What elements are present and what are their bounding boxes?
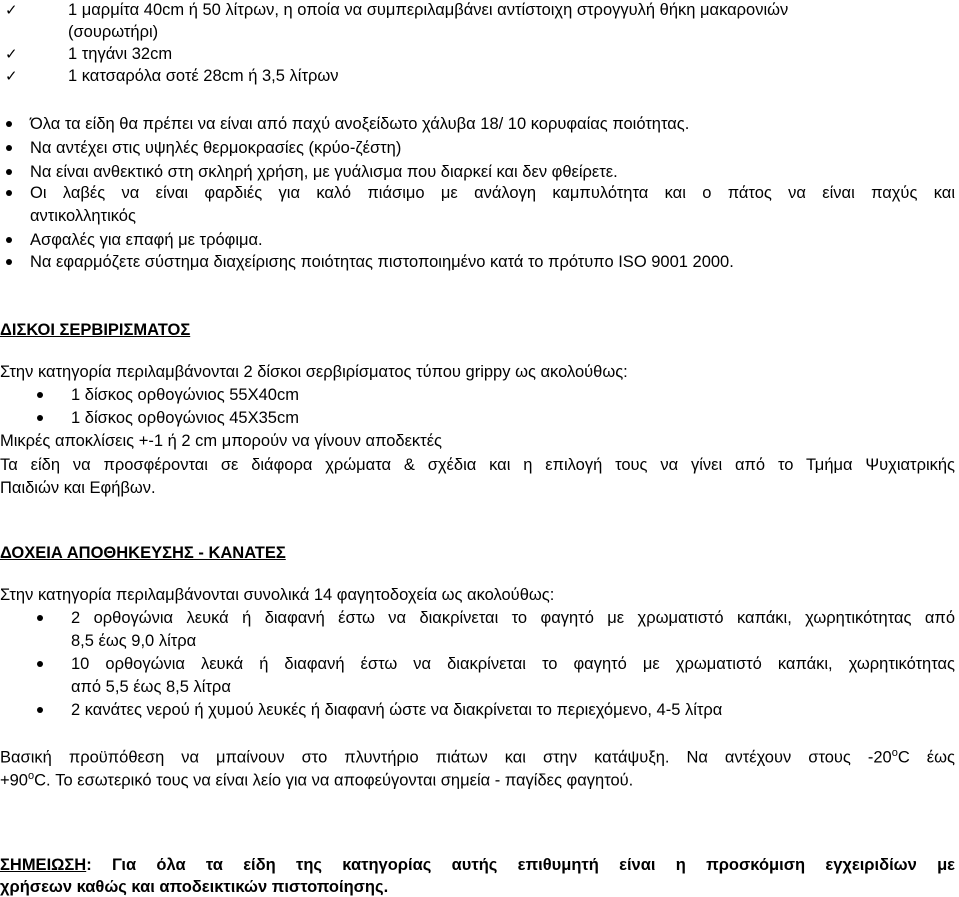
bullet-icon: [6, 145, 12, 151]
checkmark-icon: ✓: [5, 1, 18, 19]
checklist-text: (σουρωτήρι): [68, 23, 159, 41]
bullet-icon: [6, 259, 12, 265]
bullet-icon: [6, 169, 12, 175]
bullet-icon: [37, 392, 43, 398]
paragraph-line: Βασική προϋπόθεση να μπαίνουν στο πλυντήριο πιάτων και στην κατάψυξη. Να αντέχουν στους $-20^oC$ έως: [0, 747, 955, 767]
paragraph-line: $+90^oC$. Το εσωτερικό τους να είναι λείο για να αποφεύγονται σημεία - παγίδες φαγητού.: [0, 770, 634, 790]
checklist-text: 1 τηγάνι 32cm: [68, 45, 173, 63]
checkmark-icon: ✓: [5, 67, 18, 85]
bullet-icon: [37, 415, 43, 421]
paragraph-line: Τα είδη να προσφέρονται σε διάφορα χρώματα & σχέδια και η επιλογή τους να γίνει από το Τμήμα Ψυχιατρικής: [0, 456, 955, 474]
bullet-icon: [6, 121, 12, 127]
checkmark-icon: ✓: [5, 45, 18, 63]
section-heading-containers: ΔΟΧΕΙΑ ΑΠΟΘΗΚΕΥΣΗΣ - ΚΑΝΑΤΕΣ: [0, 544, 286, 562]
checklist-text: 1 μαρμίτα 40cm ή 50 λίτρων, η οποία να συμπεριλαμβάνει αντίστοιχη στρογγυλή θήκη μακαρονιών: [68, 1, 789, 19]
bullet-icon: [37, 707, 43, 713]
checklist-text: 1 κατσαρόλα σοτέ 28cm ή 3,5 λίτρων: [68, 67, 339, 85]
paragraph-line: Παιδιών και Εφήβων.: [0, 479, 156, 497]
note-line: ΣΗΜΕΙΩΣΗ: Για όλα τα είδη της κατηγορίας αυτής επιθυμητή είναι η προσκόμιση εγχειριδίων με: [0, 856, 955, 874]
section-intro: Στην κατηγορία περιλαμβάνονται συνολικά 14 φαγητοδοχεία ως ακολούθως:: [0, 586, 555, 604]
bullet-icon: [6, 190, 12, 196]
note-label: ΣΗΜΕΙΩΣΗ: [0, 856, 87, 874]
tolerance-text: Μικρές αποκλίσεις +-1 ή 2 cm μπορούν να γίνουν αποδεκτές: [0, 432, 443, 450]
note-line: χρήσεων καθώς και αποδεικτικών πιστοποίησης.: [0, 878, 389, 896]
bullet-icon: [6, 237, 12, 243]
section-intro: Στην κατηγορία περιλαμβάνονται 2 δίσκοι σερβιρίσματος τύπου grippy ως ακολούθως:: [0, 363, 628, 381]
section-heading-discs: ΔΙΣΚΟΙ ΣΕΡΒΙΡΙΣΜΑΤΟΣ: [0, 321, 191, 339]
bullet-icon: [37, 661, 43, 667]
bullet-icon: [37, 615, 43, 621]
